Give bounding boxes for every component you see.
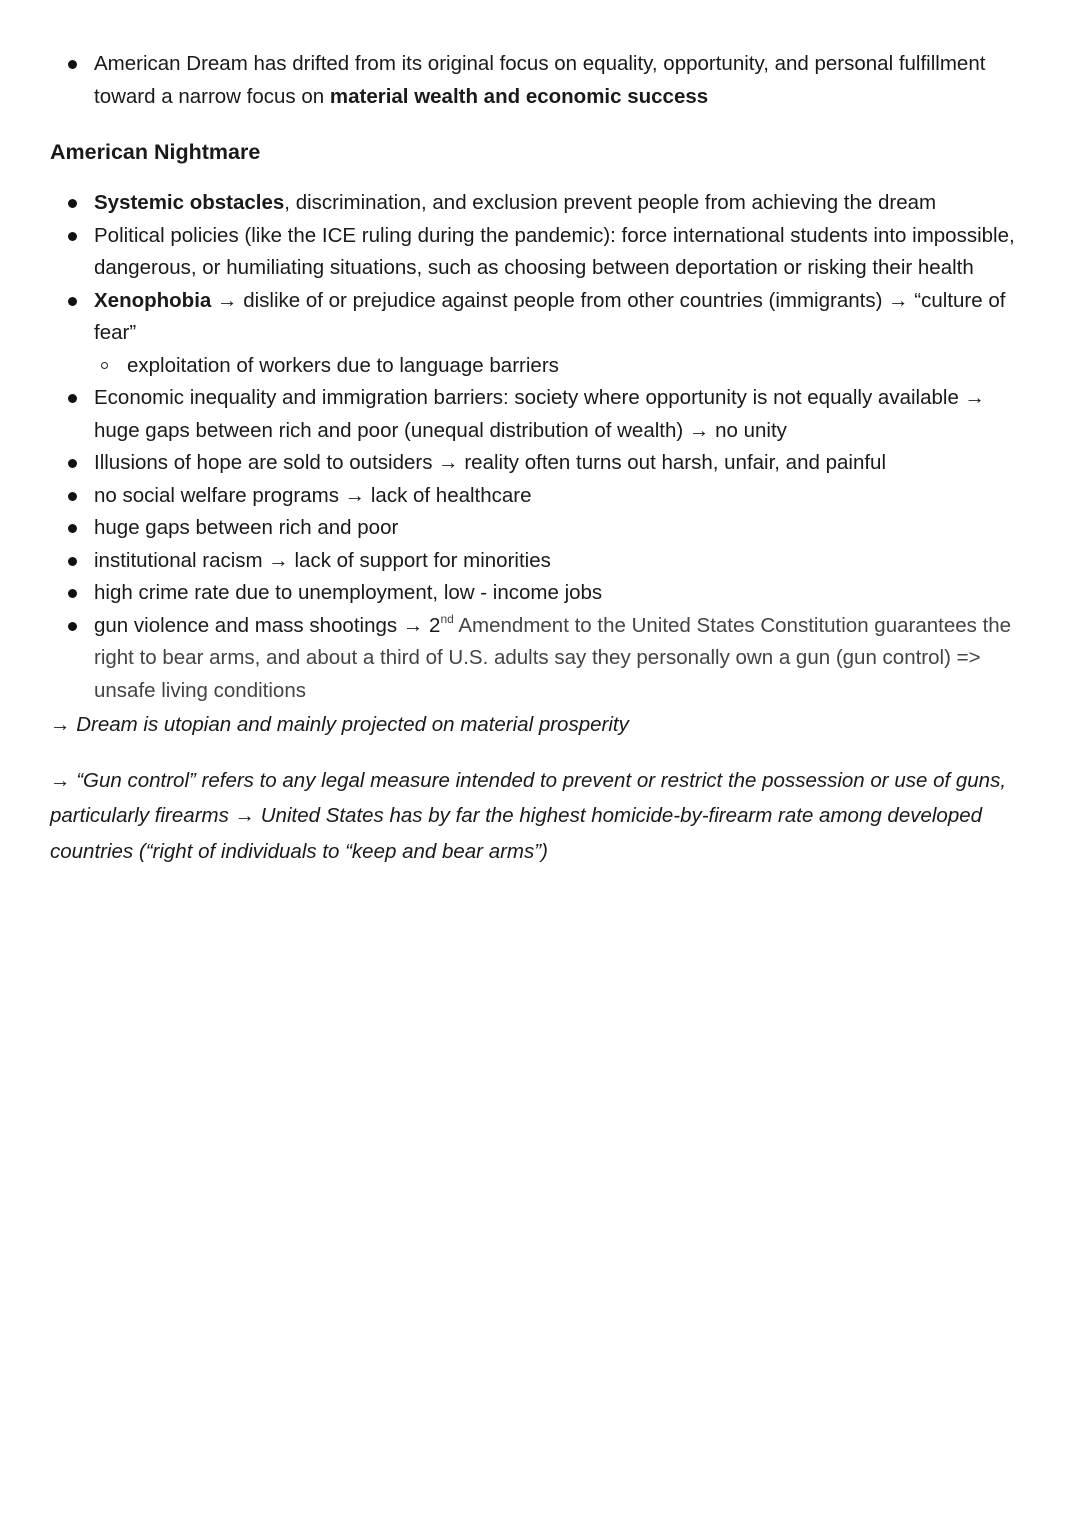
bullet-text: , discrimination, and exclusion prevent people from achieving the dream bbox=[284, 191, 937, 214]
note-gun-control: → “Gun control” refers to any legal measure intended to prevent or restrict the possession or use of guns, particularly firearms → United States has by far the highest homicide-by-firearm rate among developed countries (“right of individuals to “keep and bear arms”) bbox=[50, 768, 1007, 863]
nightmare-list bbox=[50, 187, 1030, 707]
list-item bbox=[50, 545, 1030, 578]
list-item bbox=[50, 48, 1030, 113]
section-heading: American Nightmare bbox=[50, 140, 261, 164]
list-item bbox=[50, 382, 1030, 447]
bullet-text: → dislike of or prejudice against people from other countries (immigrants) → “culture of fear” bbox=[94, 288, 1006, 344]
bullet-text: Political policies (like the ICE ruling during the pandemic): force international students into impossible, dangerous, or humiliating situations, such as choosing between deportation or risking their health bbox=[94, 223, 1015, 279]
list-item bbox=[50, 220, 1030, 285]
list-item bbox=[50, 512, 1030, 545]
bullet-text: gun violence and mass shootings → 2 bbox=[94, 613, 441, 637]
sub-list bbox=[94, 350, 1030, 383]
list-item bbox=[50, 480, 1030, 513]
bullet-text: Economic inequality and immigration barriers: society where opportunity is not equally available → huge gaps between rich and poor (unequal distribution of wealth) → no unity bbox=[94, 386, 986, 442]
bullet-text: no social welfare programs → lack of healthcare bbox=[94, 483, 532, 507]
ordinal-suffix: nd bbox=[440, 611, 454, 626]
list-item bbox=[50, 285, 1030, 383]
bullet-text: high crime rate due to unemployment, low - income jobs bbox=[94, 581, 603, 604]
intro-list bbox=[50, 48, 1030, 113]
bold-phrase: Systemic obstacles bbox=[94, 191, 285, 214]
bold-phrase: material wealth and economic success bbox=[329, 84, 709, 108]
bold-phrase: Xenophobia bbox=[94, 288, 212, 312]
list-item bbox=[50, 447, 1030, 480]
bullet-text: exploitation of workers due to language barriers bbox=[127, 353, 559, 377]
list-item bbox=[50, 610, 1030, 708]
bullet-text: Illusions of hope are sold to outsiders → reality often turns out harsh, unfair, and painful bbox=[94, 451, 886, 474]
bullet-text: institutional racism → lack of support for minorities bbox=[94, 548, 551, 572]
list-item bbox=[50, 577, 1030, 610]
bullet-text: huge gaps between rich and poor bbox=[94, 516, 399, 539]
bullet-text: American Dream has drifted from its original focus on equality, opportunity, and personal fulfillment toward a narrow focus on bbox=[94, 52, 986, 108]
bullet-text: Amendment to the United States Constitution guarantees the right to bear arms, and about a third of U.S. adults say they personally own a gun (gun control) => unsafe living conditions bbox=[94, 613, 1012, 702]
sub-list-item bbox=[94, 350, 1030, 383]
note-dream: → Dream is utopian and mainly projected on material prosperity bbox=[50, 713, 629, 736]
list-item bbox=[50, 187, 1030, 220]
